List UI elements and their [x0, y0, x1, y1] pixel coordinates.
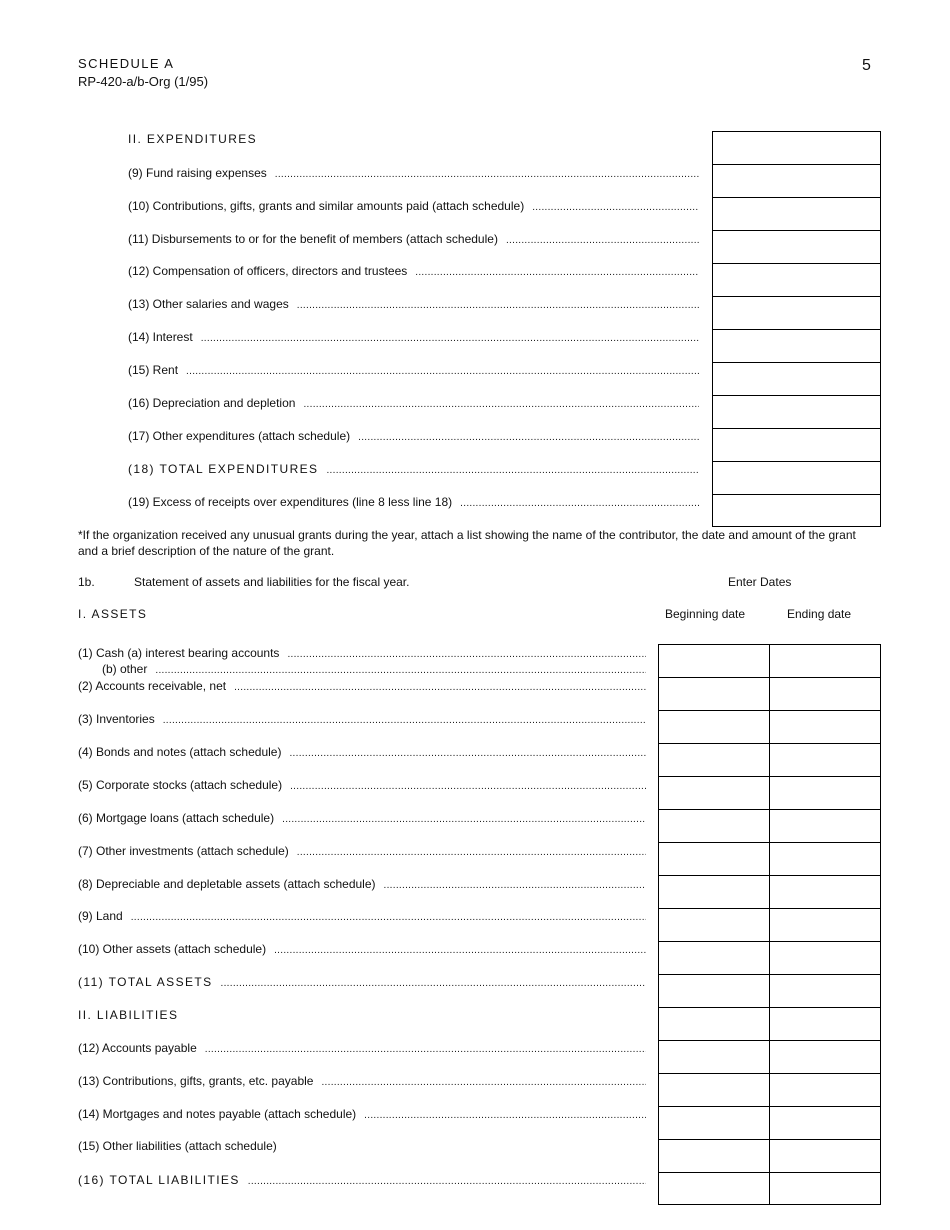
asset-6-beginning-field[interactable] — [658, 809, 770, 843]
expenditure-13-field[interactable] — [712, 296, 881, 330]
asset-line: (4) Bonds and notes (attach schedule) ..... — [78, 744, 646, 760]
expenditure-18-field[interactable] — [712, 461, 881, 495]
expenditure-line: (15) Rent ..... — [128, 362, 699, 378]
expenditure-line: (9) Fund raising expenses ..... — [128, 165, 699, 181]
asset-2-ending-field[interactable] — [769, 677, 881, 711]
expenditure-10-field[interactable] — [712, 197, 881, 231]
enter-dates-label: Enter Dates — [728, 575, 792, 589]
asset-line: (8) Depreciable and depletable assets (attach schedule) ..... — [78, 876, 646, 892]
beginning-date-label: Beginning date — [665, 607, 746, 621]
statement-text: Statement of assets and liabilities for the fiscal year. — [134, 575, 410, 589]
expenditure-9-field[interactable] — [712, 164, 881, 198]
liability-12-beginning-field[interactable] — [658, 1040, 770, 1074]
expenditure-line: (14) Interest ..... — [128, 329, 699, 345]
asset-9-beginning-field[interactable] — [658, 908, 770, 942]
expenditures-heading-box — [712, 131, 881, 165]
expenditure-line: (17) Other expenditures (attach schedule) ..... — [128, 428, 699, 444]
form-id: RP-420-a/b-Org (1/95) — [78, 74, 209, 89]
asset-11-ending-field[interactable] — [769, 974, 881, 1008]
unusual-grants-note: *If the organization received any unusual grants during the year, attach a list showing the name of the contributor, the date and amount of the grant and a brief description of the nature of the grant. — [78, 528, 856, 558]
liabilities-heading-box — [769, 1007, 881, 1041]
expenditure-line: (16) Depreciation and depletion ..... — [128, 395, 699, 411]
expenditure-line: (10) Contributions, gifts, grants and similar amounts paid (attach schedule) ..... — [128, 198, 699, 214]
asset-line: (1) Cash (a) interest bearing accounts ..... — [78, 645, 646, 661]
asset-3-ending-field[interactable] — [769, 710, 881, 744]
asset-3-beginning-field[interactable] — [658, 710, 770, 744]
expenditures-heading: II. EXPENDITURES — [128, 132, 258, 146]
asset-6-ending-field[interactable] — [769, 809, 881, 843]
liabilities-heading: II. LIABILITIES — [78, 1008, 179, 1022]
liability-15-beginning-field[interactable] — [658, 1139, 770, 1173]
asset-line: (9) Land ..... — [78, 908, 646, 924]
asset-11-beginning-field[interactable] — [658, 974, 770, 1008]
expenditure-19-field[interactable] — [712, 494, 881, 527]
asset-7-beginning-field[interactable] — [658, 842, 770, 876]
asset-4-beginning-field[interactable] — [658, 743, 770, 777]
asset-line: (3) Inventories ..... — [78, 711, 646, 727]
expenditure-line: (19) Excess of receipts over expenditures (line 8 less line 18) ..... — [128, 494, 699, 510]
expenditure-line: (11) Disbursements to or for the benefit of members (attach schedule) ..... — [128, 231, 699, 247]
liability-14-beginning-field[interactable] — [658, 1106, 770, 1140]
expenditure-11-field[interactable] — [712, 230, 881, 264]
asset-5-beginning-field[interactable] — [658, 776, 770, 810]
expenditure-15-field[interactable] — [712, 362, 881, 396]
liabilities-heading-box — [658, 1007, 770, 1041]
asset-9-ending-field[interactable] — [769, 908, 881, 942]
asset-5-ending-field[interactable] — [769, 776, 881, 810]
liability-12-ending-field[interactable] — [769, 1040, 881, 1074]
liability-line: (16) TOTAL LIABILITIES ..... — [78, 1172, 646, 1188]
asset-7-ending-field[interactable] — [769, 842, 881, 876]
asset-line: (b) other ..... — [78, 661, 646, 677]
asset-10-beginning-field[interactable] — [658, 941, 770, 975]
expenditure-17-field[interactable] — [712, 428, 881, 462]
liability-line: (12) Accounts payable ..... — [78, 1040, 646, 1056]
asset-10-ending-field[interactable] — [769, 941, 881, 975]
liability-line: (14) Mortgages and notes payable (attach schedule) ..... — [78, 1106, 646, 1122]
asset-4-ending-field[interactable] — [769, 743, 881, 777]
asset-line: (6) Mortgage loans (attach schedule) ..... — [78, 810, 646, 826]
schedule-title: SCHEDULE A — [78, 56, 175, 71]
asset-8-beginning-field[interactable] — [658, 875, 770, 909]
liability-16-beginning-field[interactable] — [658, 1172, 770, 1205]
asset-line: (2) Accounts receivable, net ..... — [78, 678, 646, 694]
liability-line: (13) Contributions, gifts, grants, etc. payable ..... — [78, 1073, 646, 1089]
liability-14-ending-field[interactable] — [769, 1106, 881, 1140]
asset-1-ending-field[interactable] — [769, 644, 881, 678]
expenditure-16-field[interactable] — [712, 395, 881, 429]
asset-line: (10) Other assets (attach schedule) ..... — [78, 941, 646, 957]
liability-13-beginning-field[interactable] — [658, 1073, 770, 1107]
liability-16-ending-field[interactable] — [769, 1172, 881, 1205]
liability-13-ending-field[interactable] — [769, 1073, 881, 1107]
expenditure-12-field[interactable] — [712, 263, 881, 297]
expenditure-14-field[interactable] — [712, 329, 881, 363]
asset-1-beginning-field[interactable] — [658, 644, 770, 678]
asset-line: (5) Corporate stocks (attach schedule) ..... — [78, 777, 646, 793]
asset-line: (7) Other investments (attach schedule) ..... — [78, 843, 646, 859]
liability-line: (15) Other liabilities (attach schedule) — [78, 1139, 277, 1153]
liability-15-ending-field[interactable] — [769, 1139, 881, 1173]
asset-2-beginning-field[interactable] — [658, 677, 770, 711]
assets-heading: I. ASSETS — [78, 607, 148, 621]
page-number: 5 — [862, 57, 871, 74]
ending-date-label: Ending date — [787, 607, 852, 621]
expenditure-line: (13) Other salaries and wages ..... — [128, 296, 699, 312]
asset-8-ending-field[interactable] — [769, 875, 881, 909]
statement-number: 1b. — [78, 575, 95, 589]
expenditure-line: (18) TOTAL EXPENDITURES ..... — [128, 461, 699, 477]
asset-line: (11) TOTAL ASSETS ..... — [78, 974, 646, 990]
expenditure-line: (12) Compensation of officers, directors and trustees ..... — [128, 263, 699, 279]
